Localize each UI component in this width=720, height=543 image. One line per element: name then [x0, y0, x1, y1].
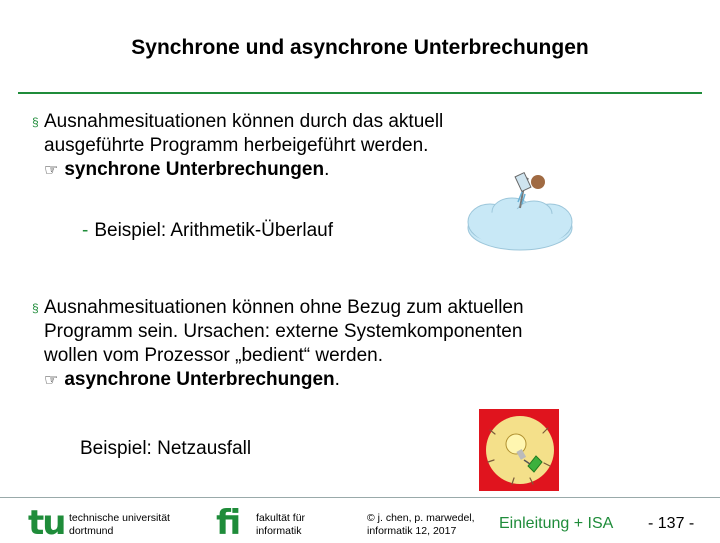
bullet2-conclusion-period: .: [334, 369, 340, 390]
synchronous-interrupts-term: synchrone Unterbrechungen: [64, 159, 325, 180]
faculty-name: [256, 512, 305, 538]
bullet-marker-icon: §: [32, 301, 39, 315]
bullet2-line2: Programm sein. Ursachen: externe Systemkomponenten: [44, 321, 523, 342]
bullet1-line1: Ausnahmesituationen können durch das aktuell: [44, 111, 444, 132]
copyright-line1: © j. chen, p. marwedel,: [367, 512, 475, 524]
bullet2-line1: Ausnahmesituationen können ohne Bezug zum aktuellen: [44, 297, 524, 318]
pointing-hand-icon: ☞: [44, 160, 59, 179]
bullet1-line2: ausgeführte Programm herbeigeführt werden.: [44, 135, 429, 156]
faculty-line1: fakultät für: [256, 512, 306, 524]
example-text: Beispiel: Arithmetik-Überlauf: [94, 220, 333, 241]
bullet-asynchronous: [32, 296, 684, 392]
example-arithmetic-overflow: [82, 220, 333, 242]
page-number: - 137 -: [648, 515, 695, 532]
copyright-line2: informatik 12, 2017: [367, 525, 457, 537]
asynchronous-interrupts-term: asynchrone Unterbrechungen: [64, 369, 335, 390]
bullet-marker-icon: §: [32, 115, 39, 129]
faculty-line2: informatik: [256, 525, 302, 537]
power-failure-illustration: [478, 408, 560, 492]
faculty-logo: fi: [216, 503, 242, 543]
tu-dortmund-logo: tu: [28, 503, 65, 543]
copyright-notice: [367, 512, 475, 538]
footer-topic: Einleitung + ISA: [499, 515, 614, 532]
title-divider: [18, 92, 702, 94]
bullet1-conclusion: [44, 158, 684, 182]
bullet2-line3: wollen vom Prozessor „bedient“ werden.: [44, 345, 383, 366]
university-line2: dortmund: [69, 525, 114, 537]
university-name: [69, 512, 170, 538]
example-dash: -: [82, 220, 89, 241]
bullet-synchronous: [32, 110, 684, 182]
overflow-cloud-illustration: [462, 168, 580, 252]
university-line1: technische universität: [69, 512, 170, 524]
bullet1-conclusion-period: .: [324, 159, 330, 180]
pointing-hand-icon: ☞: [44, 370, 59, 389]
slide-title: Synchrone und asynchrone Unterbrechungen: [131, 36, 589, 59]
example-power-failure: Beispiel: Netzausfall: [80, 438, 252, 459]
bullet2-conclusion: [44, 368, 684, 392]
footer-divider: [0, 497, 720, 498]
